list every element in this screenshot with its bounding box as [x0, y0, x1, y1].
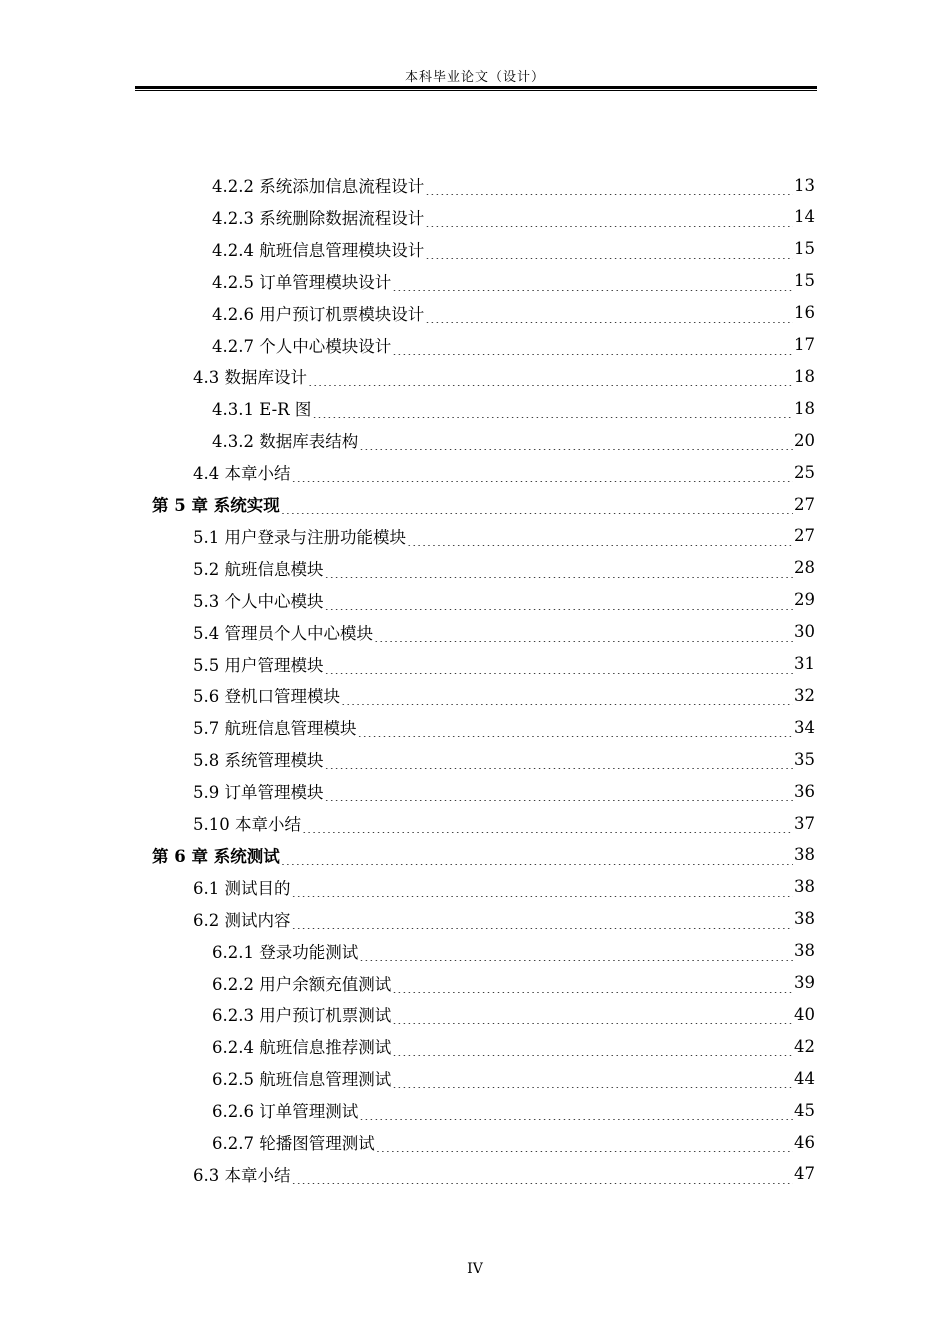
toc-dot-leader	[312, 404, 793, 418]
toc-dot-leader	[292, 915, 794, 929]
toc-entry-label: 6.2.2 用户余额充值测试	[212, 974, 392, 994]
toc-entry[interactable]	[212, 936, 815, 966]
toc-entry[interactable]	[152, 840, 815, 870]
toc-entry-page: 38	[794, 877, 815, 897]
toc-entry[interactable]	[212, 298, 815, 328]
toc-entry-label: 5.6 登机口管理模块	[193, 687, 340, 707]
toc-entry-label: 第 5 章 系统实现	[152, 496, 280, 515]
toc-dot-leader	[374, 628, 793, 642]
toc-dot-leader	[308, 372, 793, 386]
toc-entry[interactable]	[193, 457, 815, 487]
toc-dot-leader	[407, 532, 793, 546]
toc-entry-label: 6.2.7 轮播图管理测试	[212, 1134, 375, 1153]
toc-entry-page: 13	[794, 175, 815, 195]
toc-dot-leader	[376, 1138, 793, 1152]
toc-entry-label: 5.7 航班信息管理模块	[193, 719, 357, 739]
toc-entry-label: 6.3 本章小结	[193, 1165, 291, 1185]
toc-entry-page: 38	[794, 845, 815, 865]
toc-entry-page: 46	[794, 1132, 815, 1152]
toc-entry-label: 5.9 订单管理模块	[193, 783, 324, 803]
toc-entry-label: 4.2.4 航班信息管理模块设计	[212, 240, 425, 260]
toc-dot-leader	[292, 1170, 794, 1184]
toc-entry-page: 18	[794, 398, 815, 418]
toc-dot-leader	[281, 851, 793, 865]
toc-entry[interactable]	[212, 968, 815, 998]
toc-entry-page: 18	[794, 366, 815, 386]
toc-entry-label: 6.2.6 订单管理测试	[212, 1102, 359, 1122]
toc-entry-label: 5.2 航班信息模块	[193, 559, 324, 579]
toc-entry[interactable]	[212, 234, 815, 264]
toc-entry-page: 42	[794, 1036, 815, 1056]
toc-dot-leader	[359, 1106, 793, 1120]
toc-entry-label: 4.3 数据库设计	[193, 368, 307, 388]
toc-entry-page: 15	[794, 239, 815, 259]
toc-entry[interactable]	[152, 489, 815, 519]
toc-entry[interactable]	[193, 808, 815, 838]
toc-entry[interactable]	[212, 393, 815, 423]
toc-entry-label: 6.2.4 航班信息推荐测试	[212, 1038, 392, 1058]
toc-dot-leader	[292, 468, 794, 482]
toc-entry-page: 14	[794, 207, 815, 227]
toc-dot-leader	[425, 309, 793, 323]
toc-entry-page: 25	[794, 462, 815, 482]
toc-dot-leader	[392, 979, 793, 993]
toc-entry-page: 30	[794, 622, 815, 642]
toc-entry-label: 4.3.2 数据库表结构	[212, 432, 359, 452]
toc-dot-leader	[392, 1010, 793, 1024]
toc-entry-page: 20	[794, 430, 815, 450]
toc-entry[interactable]	[212, 1031, 815, 1061]
toc-dot-leader	[292, 883, 794, 897]
toc-entry-page: 47	[794, 1164, 815, 1184]
toc-entry-page: 38	[794, 941, 815, 961]
toc-entry-page: 29	[794, 590, 815, 610]
toc-entry[interactable]	[193, 712, 815, 742]
toc-entry[interactable]	[212, 330, 815, 360]
toc-entry-page: 34	[794, 717, 815, 737]
toc-dot-leader	[359, 436, 793, 450]
toc-dot-leader	[302, 819, 793, 833]
toc-entry-label: 5.5 用户管理模块	[193, 655, 324, 675]
toc-dot-leader	[392, 1074, 793, 1088]
toc-dot-leader	[281, 500, 793, 514]
toc-entry-page: 16	[794, 303, 815, 323]
toc-dot-leader	[325, 787, 794, 801]
toc-entry[interactable]	[212, 999, 815, 1029]
toc-entry-page: 35	[794, 749, 815, 769]
toc-dot-leader	[341, 691, 793, 705]
toc-dot-leader	[425, 245, 793, 259]
toc-entry-label: 5.10 本章小结	[193, 815, 301, 834]
toc-dot-leader	[359, 947, 793, 961]
toc-entry-label: 4.2.6 用户预订机票模块设计	[212, 304, 425, 324]
toc-entry[interactable]	[193, 361, 815, 391]
toc-entry-page: 27	[794, 494, 815, 514]
toc-entry-page: 31	[794, 654, 815, 673]
toc-entry-page: 36	[794, 781, 815, 801]
toc-entry-label: 5.1 用户登录与注册功能模块	[193, 527, 406, 547]
toc-dot-leader	[325, 596, 794, 610]
toc-entry-page: 17	[794, 335, 815, 354]
toc-entry[interactable]	[212, 1063, 815, 1093]
toc-dot-leader	[425, 181, 793, 195]
toc-entry[interactable]	[193, 553, 815, 583]
toc-dot-leader	[392, 277, 793, 291]
toc-entry[interactable]	[212, 266, 815, 296]
toc-dot-leader	[392, 1042, 793, 1056]
toc-entry-label: 5.4 管理员个人中心模块	[193, 623, 373, 643]
toc-entry-label: 第 6 章 系统测试	[152, 846, 280, 866]
toc-dot-leader	[358, 723, 794, 737]
toc-dot-leader	[325, 660, 794, 674]
toc-entry-label: 4.2.5 订单管理模块设计	[212, 272, 392, 292]
toc-entry[interactable]	[212, 1127, 815, 1157]
toc-entry[interactable]	[212, 170, 815, 200]
toc-entry-label: 6.2.3 用户预订机票测试	[212, 1006, 392, 1026]
toc-entry-page: 38	[794, 909, 815, 929]
toc-entry[interactable]	[193, 904, 815, 934]
toc-entry-page: 15	[794, 271, 815, 291]
toc-dot-leader	[392, 341, 793, 355]
toc-entry-page: 44	[794, 1068, 815, 1088]
toc-entry-label: 4.3.1 E-R 图	[212, 400, 312, 420]
toc-entry[interactable]	[193, 776, 815, 806]
toc-entry-label: 5.3 个人中心模块	[193, 591, 324, 611]
header-rule	[135, 86, 817, 89]
toc-entry[interactable]	[212, 425, 815, 455]
toc-entry-page: 40	[794, 1004, 815, 1024]
toc-dot-leader	[325, 564, 794, 578]
toc-entry-label: 4.2.7 个人中心模块设计	[212, 336, 392, 356]
toc-entry-label: 4.4 本章小结	[193, 464, 291, 484]
toc-entry-label: 6.2.1 登录功能测试	[212, 942, 359, 962]
toc-entry-label: 6.2.5 航班信息管理测试	[212, 1070, 392, 1090]
toc-entry[interactable]	[193, 585, 815, 615]
toc-entry-page: 39	[794, 973, 815, 992]
toc-entry[interactable]	[193, 680, 815, 710]
toc-entry-label: 4.2.3 系统删除数据流程设计	[212, 208, 425, 228]
toc-entry[interactable]	[193, 521, 815, 551]
toc-entry[interactable]	[193, 649, 815, 679]
toc-entry-page: 37	[794, 813, 815, 833]
toc-entry-label: 5.8 系统管理模块	[193, 751, 324, 771]
toc-entry-page: 45	[794, 1100, 815, 1120]
toc-entry[interactable]	[193, 744, 815, 774]
header-rule-thin	[135, 90, 817, 91]
toc-entry[interactable]	[212, 202, 815, 232]
running-header: 本科毕业论文（设计）	[404, 70, 545, 85]
toc-dot-leader	[325, 755, 794, 769]
page-number: IV	[467, 1261, 483, 1277]
toc-dot-leader	[425, 213, 793, 227]
toc-entry-label: 6.2 测试内容	[193, 910, 291, 930]
toc-entry[interactable]	[193, 872, 815, 902]
toc-entry-page: 28	[794, 558, 815, 578]
toc-entry-label: 4.2.2 系统添加信息流程设计	[212, 177, 425, 196]
toc-entry[interactable]	[212, 1095, 815, 1125]
toc-entry[interactable]	[193, 617, 815, 647]
toc-entry[interactable]	[193, 1159, 815, 1189]
toc-entry-page: 27	[794, 526, 815, 546]
toc-entry-page: 32	[794, 685, 815, 705]
toc-entry-label: 6.1 测试目的	[193, 878, 291, 898]
